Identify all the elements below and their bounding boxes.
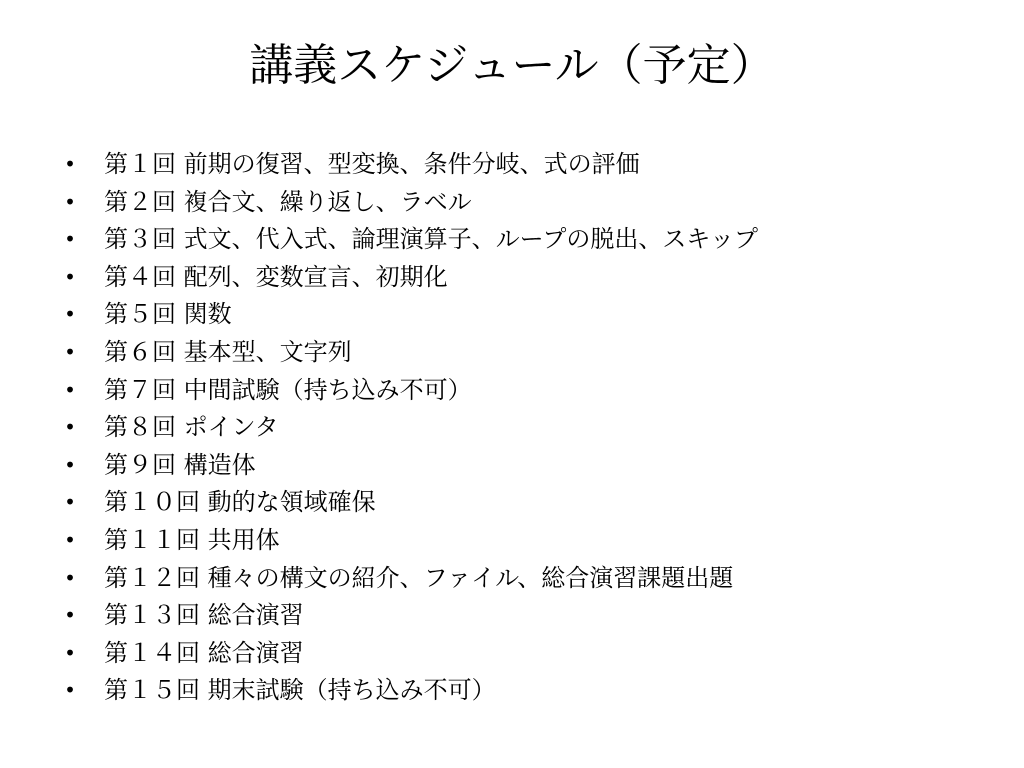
bullet-icon: • bbox=[64, 152, 76, 176]
list-item-text: 第１２回 種々の構文の紹介、ファイル、総合演習課題出題 bbox=[104, 563, 734, 592]
list-item bbox=[60, 334, 980, 372]
list-item bbox=[60, 221, 980, 259]
bullet-icon: • bbox=[64, 490, 76, 515]
bullet-icon: • bbox=[64, 527, 76, 552]
list-item-text: 第１０回 動的な領域確保 bbox=[104, 488, 376, 517]
list-item-text: 第３回 式文、代入式、論理演算子、ループの脱出、スキップ bbox=[104, 225, 758, 254]
list-item-text: 第２回 複合文、繰り返し、ラベル bbox=[104, 187, 472, 216]
bullet-icon: • bbox=[64, 678, 76, 703]
list-item bbox=[60, 409, 980, 447]
list-item bbox=[60, 635, 980, 673]
bullet-icon: • bbox=[64, 415, 76, 440]
list-item-text: 第５回 関数 bbox=[104, 300, 232, 329]
list-item bbox=[60, 597, 980, 635]
list-item-text: 第８回 ポインタ bbox=[104, 413, 279, 442]
list-item-text: 第７回 中間試験（持ち込み不可） bbox=[104, 375, 472, 404]
list-item bbox=[60, 146, 980, 184]
list-item bbox=[60, 259, 980, 297]
bullet-icon: • bbox=[64, 565, 76, 590]
list-item-text: 第１回 前期の復習、型変換、条件分岐、式の評価 bbox=[104, 150, 640, 178]
bullet-icon: • bbox=[64, 264, 76, 289]
bullet-icon: • bbox=[64, 640, 76, 665]
bullet-icon: • bbox=[64, 603, 76, 628]
list-item bbox=[60, 184, 980, 222]
list-item-text: 第９回 構造体 bbox=[104, 450, 256, 479]
list-item-text: 第１５回 期末試験（持ち込み不可） bbox=[104, 676, 496, 705]
list-item-text: 第１４回 総合演習 bbox=[104, 638, 304, 667]
schedule-list bbox=[60, 146, 980, 710]
bullet-icon: • bbox=[64, 189, 76, 214]
list-item-text: 第１３回 総合演習 bbox=[104, 601, 304, 630]
bullet-icon: • bbox=[64, 339, 76, 364]
list-item bbox=[60, 372, 980, 410]
list-item bbox=[60, 560, 980, 598]
bullet-icon: • bbox=[64, 452, 76, 477]
list-item-text: 第６回 基本型、文字列 bbox=[104, 337, 352, 366]
bullet-icon: • bbox=[64, 377, 76, 402]
list-item bbox=[60, 447, 980, 485]
list-item-text: 第４回 配列、変数宣言、初期化 bbox=[104, 262, 448, 291]
list-item bbox=[60, 672, 980, 710]
list-item bbox=[60, 522, 980, 560]
bullet-icon: • bbox=[64, 227, 76, 252]
list-item bbox=[60, 484, 980, 522]
list-item-text: 第１１回 共用体 bbox=[104, 525, 280, 554]
slide-title: 講義スケジュール（予定） bbox=[249, 40, 775, 91]
bullet-icon: • bbox=[64, 302, 76, 327]
list-item bbox=[60, 296, 980, 334]
